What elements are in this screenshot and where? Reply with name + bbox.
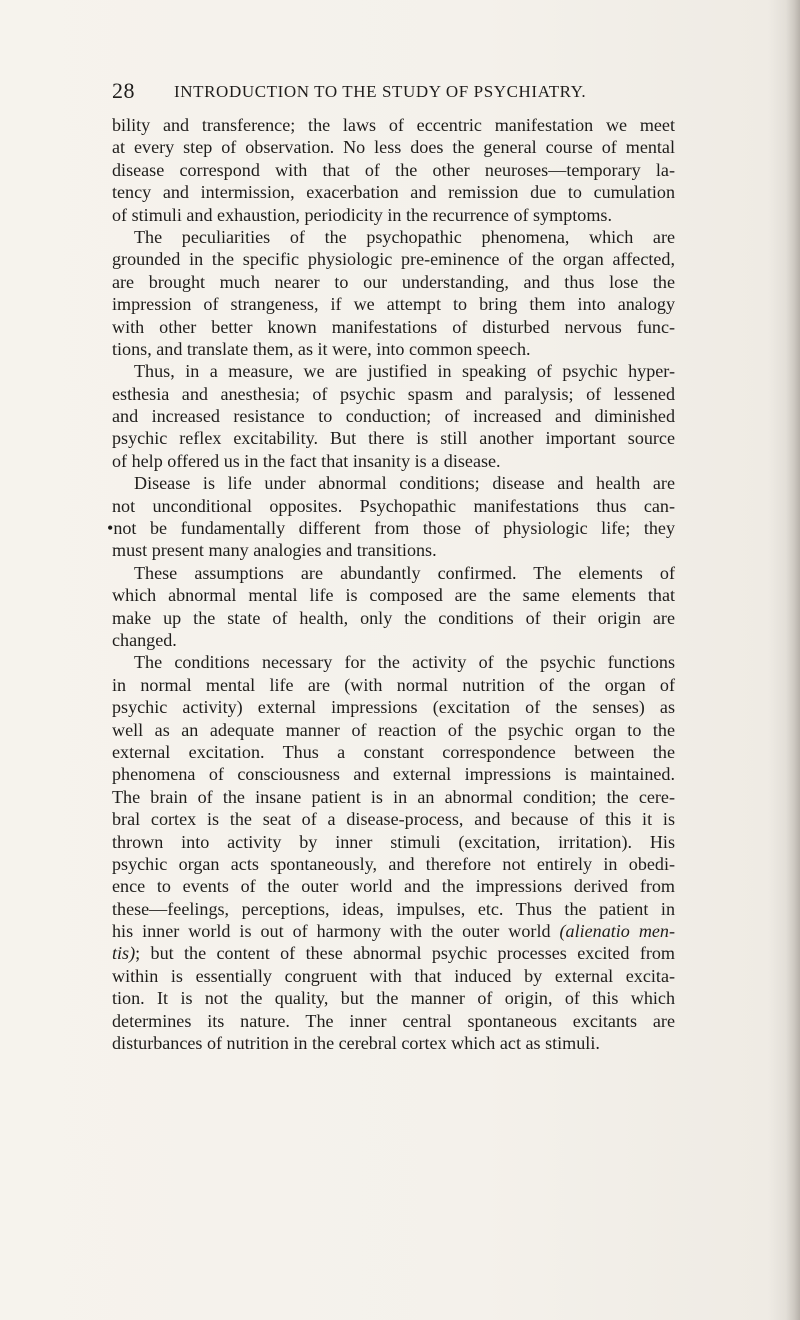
text-line: external excitation. Thus a constant correspondence between the bbox=[112, 741, 675, 762]
text-line: ence to events of the outer world and the impressions derived from bbox=[112, 876, 675, 897]
text-line: not unconditional opposites. Psychopathic manifestations thus can- bbox=[112, 495, 675, 516]
body-text bbox=[107, 114, 675, 1054]
page-edge-shadow bbox=[786, 0, 800, 1320]
text-line: bility and transference; the laws of eccentric manifestation we meet bbox=[112, 115, 675, 135]
text-line: disease correspond with that of the other neuroses—temporary la- bbox=[112, 159, 675, 180]
text-line: The conditions necessary for the activity of the psychic functions bbox=[134, 652, 675, 673]
text-line: thrown into activity by inner stimuli (excitation, irritation). His bbox=[112, 831, 675, 852]
text-line: with other better known manifestations of disturbed nervous func- bbox=[112, 316, 675, 337]
text-line: bral cortex is the seat of a disease-process, and because of this it is bbox=[112, 809, 675, 830]
text-line: in normal mental life are (with normal nutrition of the organ of bbox=[112, 674, 675, 695]
text-line: •not be fundamentally different from those of physiologic life; they bbox=[107, 518, 675, 539]
text-line: Thus, in a measure, we are justified in speaking of psychic hyper- bbox=[134, 361, 675, 382]
text-line-mixed bbox=[112, 920, 675, 942]
text-line: phenomena of consciousness and external impressions is maintained. bbox=[112, 764, 675, 785]
text-line: esthesia and anesthesia; of psychic spasm and paralysis; of lessened bbox=[112, 383, 675, 404]
italic-fragment: (alienatio men- bbox=[559, 921, 675, 942]
text-line: and increased resistance to conduction; of increased and diminished bbox=[112, 406, 675, 427]
text-line: The brain of the insane patient is in an abnormal condition; the cere- bbox=[112, 786, 675, 807]
text-line: The peculiarities of the psychopathic phenomena, which are bbox=[134, 226, 675, 247]
text-line: within is essentially congruent with that induced by external excita- bbox=[112, 965, 675, 986]
text-line: tion. It is not the quality, but the manner of origin, of this which bbox=[112, 988, 675, 1009]
text-fragment: his inner world is out of harmony with the outer world bbox=[112, 921, 551, 942]
text-line: make up the state of health, only the conditions of their origin are bbox=[112, 607, 675, 628]
text-line: these—feelings, perceptions, ideas, impulses, etc. Thus the patient in bbox=[112, 898, 675, 919]
running-head: INTRODUCTION TO THE STUDY OF PSYCHIATRY. bbox=[174, 82, 587, 101]
text-line-mixed bbox=[112, 942, 675, 964]
text-line: tions, and translate them, as it were, into common speech. bbox=[112, 338, 531, 359]
text-line: tency and intermission, exacerbation and remission due to cumulation bbox=[112, 182, 675, 203]
text-line: These assumptions are abundantly confirmed. The elements of bbox=[134, 562, 675, 583]
text-line: impression of strangeness, if we attempt to bring them into analogy bbox=[112, 294, 675, 315]
text-line: are brought much nearer to our understanding, and thus lose the bbox=[112, 271, 675, 292]
text-line: determines its nature. The inner central spontaneous excitants are bbox=[112, 1010, 675, 1031]
text-line: at every step of observation. No less does the general course of mental bbox=[112, 137, 675, 158]
page-number: 28 bbox=[112, 78, 135, 103]
italic-fragment: tis) bbox=[112, 943, 136, 964]
page-header bbox=[112, 78, 672, 106]
text-line: psychic reflex excitability. But there is still another important source bbox=[112, 428, 675, 449]
text-line: changed. bbox=[112, 629, 177, 650]
text-line: which abnormal mental life is composed are the same elements that bbox=[112, 585, 675, 606]
text-line: grounded in the specific physiologic pre-eminence of the organ affected, bbox=[112, 249, 675, 270]
text-line: Disease is life under abnormal conditions; disease and health are bbox=[134, 473, 675, 494]
text-line: must present many analogies and transitions. bbox=[112, 540, 437, 561]
text-line: psychic activity) external impressions (excitation of the senses) as bbox=[112, 697, 675, 718]
text-line: disturbances of nutrition in the cerebral cortex which act as stimuli. bbox=[112, 1033, 600, 1054]
text-line: of help offered us in the fact that insanity is a disease. bbox=[112, 450, 501, 471]
text-fragment: ; but the content of these abnormal psychic processes excited from bbox=[135, 943, 675, 964]
text-line: well as an adequate manner of reaction of the psychic organ to the bbox=[112, 719, 675, 740]
text-line: psychic organ acts spontaneously, and therefore not entirely in obedi- bbox=[112, 853, 675, 874]
text-line: of stimuli and exhaustion, periodicity in the recurrence of symptoms. bbox=[112, 204, 612, 225]
